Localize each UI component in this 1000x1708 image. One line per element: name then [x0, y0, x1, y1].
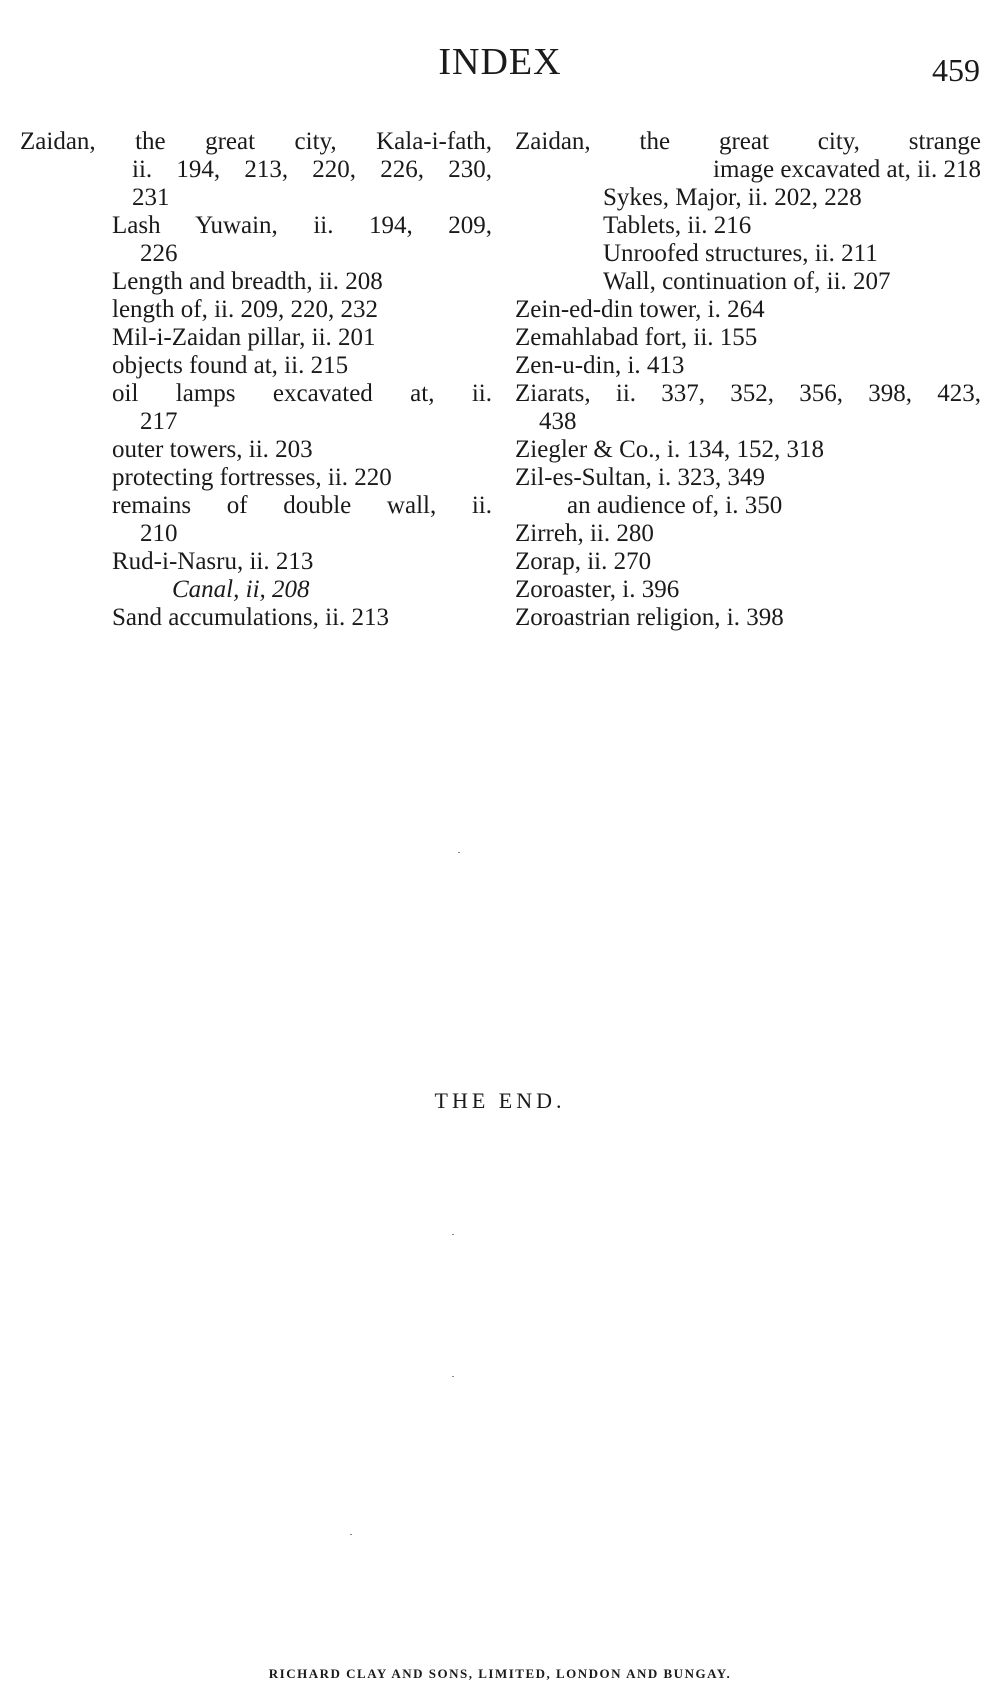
index-entry-continuation: 438: [539, 408, 577, 435]
index-entry: Zoroaster, i. 396: [515, 576, 680, 603]
index-entry-continuation: image excavated at, ii. 218: [713, 156, 981, 183]
index-subentry-continuation: 226: [140, 240, 178, 267]
page-speck: [458, 852, 460, 853]
index-entry: Zorap, ii. 270: [515, 548, 652, 575]
page-speck: [452, 1376, 454, 1377]
index-subentry: Rud-i-Nasru, ii. 213: [112, 548, 314, 575]
index-entry: Zirreh, ii. 280: [515, 520, 654, 547]
index-entry: Zaidan, the great city, Kala-i-fath,: [20, 128, 492, 155]
index-entry: Zen-u-din, i. 413: [515, 352, 685, 379]
index-column-left: [20, 128, 492, 632]
the-end-text: THE END.: [434, 1088, 566, 1113]
index-subentry: Unroofed structures, ii. 211: [603, 240, 878, 267]
index-column-right: [515, 128, 981, 632]
index-subentry-continuation: 210: [140, 520, 178, 547]
index-subentry: remains of double wall, ii.: [112, 492, 492, 519]
index-subentry: Sykes, Major, ii. 202, 228: [603, 184, 862, 211]
index-subentry: Lash Yuwain, ii. 194, 209,: [112, 212, 492, 239]
page-number: 459: [932, 52, 980, 88]
index-entry: Zaidan, the great city, strange: [515, 128, 981, 155]
index-subentry: objects found at, ii. 215: [112, 352, 349, 379]
index-entry: Ziarats, ii. 337, 352, 356, 398, 423,: [515, 380, 981, 407]
index-subsubentry: Canal, ii, 208: [172, 576, 310, 603]
index-entry: Zoroastrian religion, i. 398: [515, 604, 784, 631]
index-entry: Zemahlabad fort, ii. 155: [515, 324, 758, 351]
index-subentry: Wall, continuation of, ii. 207: [603, 268, 891, 295]
index-entry: Ziegler & Co., i. 134, 152, 318: [515, 436, 824, 463]
page-speck: [350, 1534, 352, 1535]
index-subentry: Length and breadth, ii. 208: [112, 268, 383, 295]
index-subentry-continuation: 217: [140, 408, 178, 435]
index-subentry: Tablets, ii. 216: [603, 212, 752, 239]
index-subentry: Mil-i-Zaidan pillar, ii. 201: [112, 324, 376, 351]
index-entry-continuation: ii. 194, 213, 220, 226, 230,: [132, 156, 492, 183]
index-entry: Zein-ed-din tower, i. 264: [515, 296, 765, 323]
page-title: INDEX: [438, 41, 562, 83]
index-subentry: outer towers, ii. 203: [112, 436, 313, 463]
page-speck: [452, 1234, 454, 1235]
index-subentry: protecting fortresses, ii. 220: [112, 464, 392, 491]
index-subentry: Sand accumulations, ii. 213: [112, 604, 390, 631]
index-entry: Zil-es-Sultan, i. 323, 349: [515, 464, 765, 491]
index-subentry: an audience of, i. 350: [567, 492, 783, 519]
index-subentry: length of, ii. 209, 220, 232: [112, 296, 378, 323]
index-entry-continuation: 231: [132, 184, 170, 211]
index-subentry: oil lamps excavated at, ii.: [112, 380, 492, 407]
printer-imprint: RICHARD CLAY AND SONS, LIMITED, LONDON AND BUNGAY.: [268, 1666, 732, 1681]
